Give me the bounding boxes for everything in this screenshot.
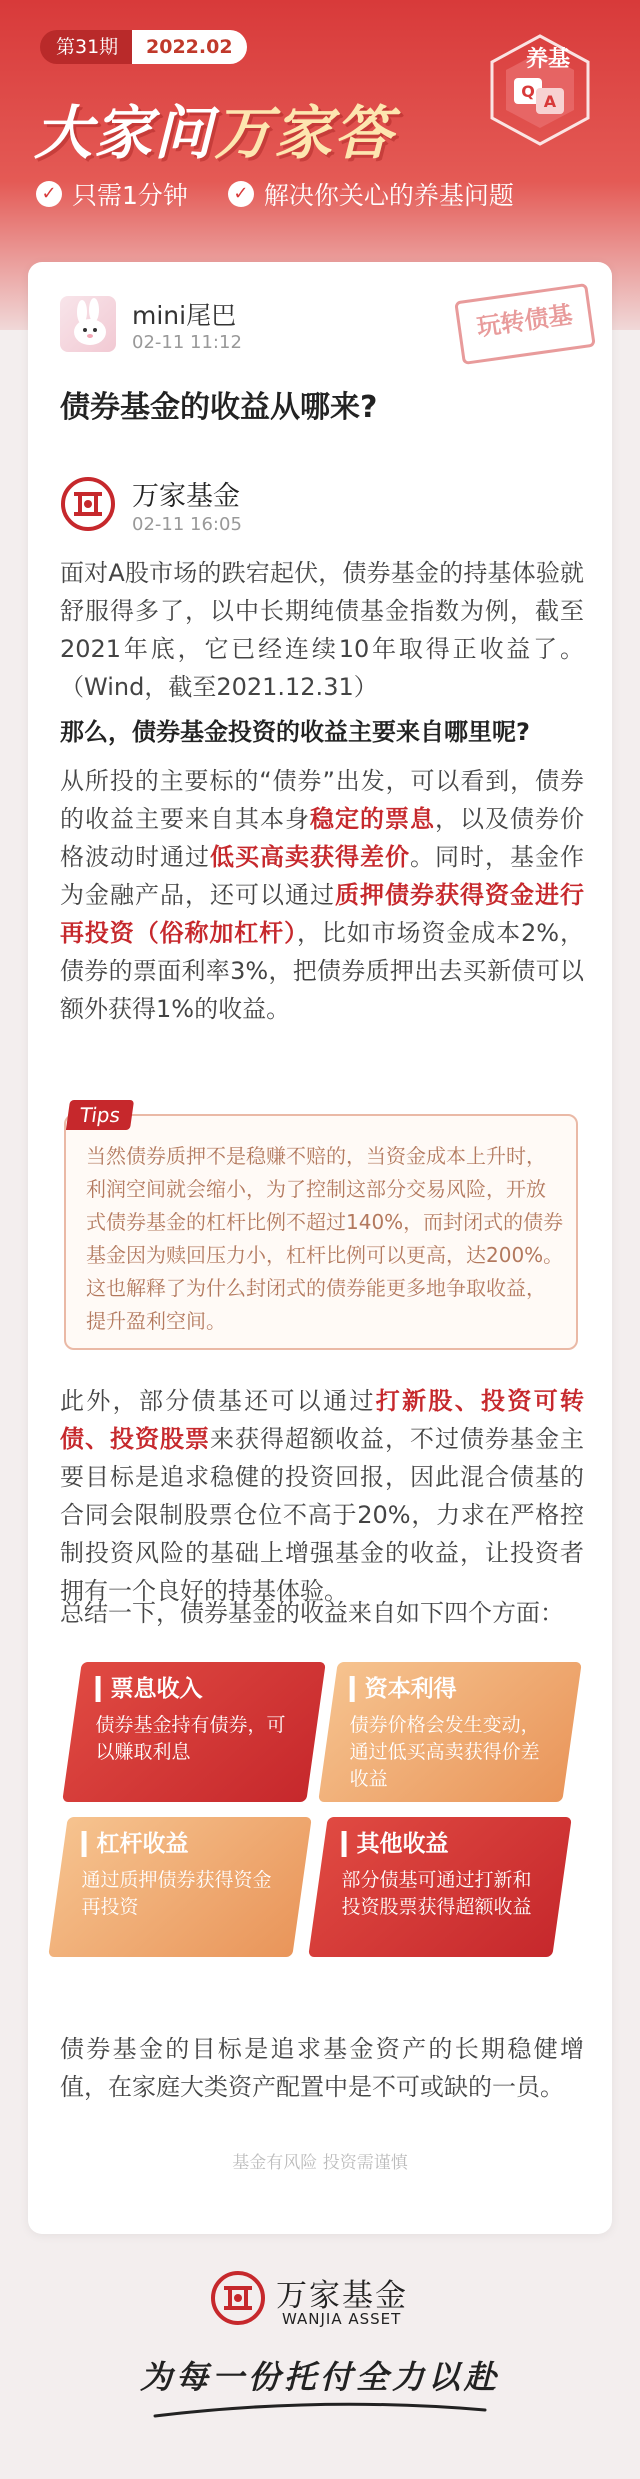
income-box-leverage — [48, 1817, 312, 1957]
issue-badge: 第31期 — [40, 30, 134, 64]
highlight-span: 打新股、投资可转债、投资股票 — [60, 1387, 585, 1453]
page-title — [34, 86, 394, 170]
box-title: 票息收入 — [96, 1676, 296, 1702]
box-desc: 通过质押债券获得资金再投资 — [81, 1869, 272, 1918]
box-desc: 部分债基可通过打新和投资股票获得超额收益 — [341, 1869, 532, 1918]
risk-disclaimer: 基金有风险 投资需谨慎 — [232, 2153, 408, 2173]
tips-text: 当然债券质押不是稳赚不赔的，当资金成本上升时，利润空间就会缩小，为了控制这部分交易风险，开放式债券基金的杠杆比例不超过140%，而封闭式的债券基金因为赎回压力小，杠杆比例可以更高，达200%。这也解释了为什么封闭式的债券能更多地争取收益，提升盈利空间。 — [86, 1144, 564, 1333]
footer-brand-cn: 万家基金 — [276, 2278, 408, 2314]
bunny-avatar-icon — [60, 296, 116, 352]
text-span: ，比如市场资金成本2%，债券的票面利率3%，把债券质押出去买新债可以额外获得1%的收益。 — [60, 919, 585, 1023]
asker-time: 02-11 11:12 — [132, 332, 242, 353]
sub-question: 那么，债券基金投资的收益主要来自哪里呢? — [60, 718, 530, 746]
box-desc: 债券基金持有债券，可以赚取利息 — [95, 1714, 286, 1763]
topic-stamp: 玩转债基 — [454, 283, 596, 365]
answer-time: 02-11 16:05 — [132, 514, 242, 535]
answer-paragraph-4: 总结一下，债券基金的收益来自如下四个方面： — [60, 1599, 564, 1627]
feature-checks — [36, 176, 514, 212]
feature-check-item — [228, 176, 514, 212]
badge-a: A — [543, 92, 557, 111]
answer-paragraph-3 — [60, 1382, 584, 1610]
answer-paragraph-1: 面对A股市场的跌宕起伏，债券基金的持基体验就舒服得多了，以中长期纯债基金指数为例，截至2021年底，它已经连续10年取得正收益了。（Wind，截至2021.12.31） — [60, 559, 584, 701]
box-title: 杠杆收益 — [82, 1831, 282, 1857]
feature-check-label: 只需1分钟 — [72, 181, 188, 210]
check-icon: ✓ — [228, 181, 254, 207]
income-box-capital-gain — [318, 1662, 582, 1802]
date-badge: 2022.02 — [132, 30, 247, 64]
box-desc: 债券价格会发生变动，通过低买高卖获得价差收益 — [349, 1714, 540, 1790]
text-span: ，以及债券价格波动时通过 — [60, 805, 584, 871]
footer-slogan: 为每一份托付全力以赴 — [139, 2358, 500, 2396]
qa-card — [28, 262, 612, 2234]
box-title: 其他收益 — [342, 1831, 542, 1857]
tips-tag: Tips — [66, 1100, 134, 1130]
text-span: 此外，部分债基还可以通过 — [60, 1387, 376, 1415]
title-part2: 万家答 — [214, 99, 395, 167]
highlight-span: 稳定的票息 — [310, 805, 435, 833]
avatar — [60, 296, 116, 352]
brush-swoosh-icon — [150, 2394, 490, 2424]
question-title: 债券基金的收益从哪来? — [60, 390, 378, 425]
qa-badge-icon — [470, 30, 610, 150]
highlight-span: 低买高卖获得差价 — [210, 843, 410, 871]
income-box-coupon — [62, 1662, 326, 1802]
income-box-other — [308, 1817, 572, 1957]
wanjia-footer-logo-icon — [210, 2270, 266, 2326]
text-span: 。同时，基金作为金融产品，还可以通过 — [60, 843, 584, 909]
answer-author: 万家基金 — [132, 481, 240, 512]
wanjia-logo-icon — [60, 476, 116, 532]
answer-paragraph-5: 债券基金的目标是追求基金资产的长期稳健增值，在家庭大类资产配置中是不可或缺的一员。 — [60, 2035, 584, 2101]
badge-q: Q — [521, 82, 535, 101]
feature-check-item — [36, 176, 188, 212]
feature-check-label: 解决你关心的养基问题 — [263, 181, 514, 210]
highlight-span: 质押债券获得资金进行再投资（俗称加杠杆） — [60, 881, 584, 947]
title-part1: 大家问 — [34, 99, 215, 167]
check-icon: ✓ — [36, 181, 62, 207]
answer-paragraph-2 — [60, 762, 584, 1028]
text-span: 从所投的主要标的“债券”出发，可以看到，债券的收益主要来自其本身 — [60, 767, 584, 833]
asker-name: mini尾巴 — [132, 301, 237, 330]
box-title: 资本利得 — [350, 1676, 550, 1702]
text-span: 来获得超额收益，不过债券基金主要目标是追求稳健的投资回报，因此混合债基的合同会限制股票仓位不高于20%，力求在严格控制投资风险的基础上增强基金的收益，让投资者拥有一个良好的持基体验。 — [60, 1425, 584, 1605]
badge-label: 养基 — [525, 47, 571, 72]
footer-brand-en: WANJIA ASSET — [282, 2310, 402, 2328]
